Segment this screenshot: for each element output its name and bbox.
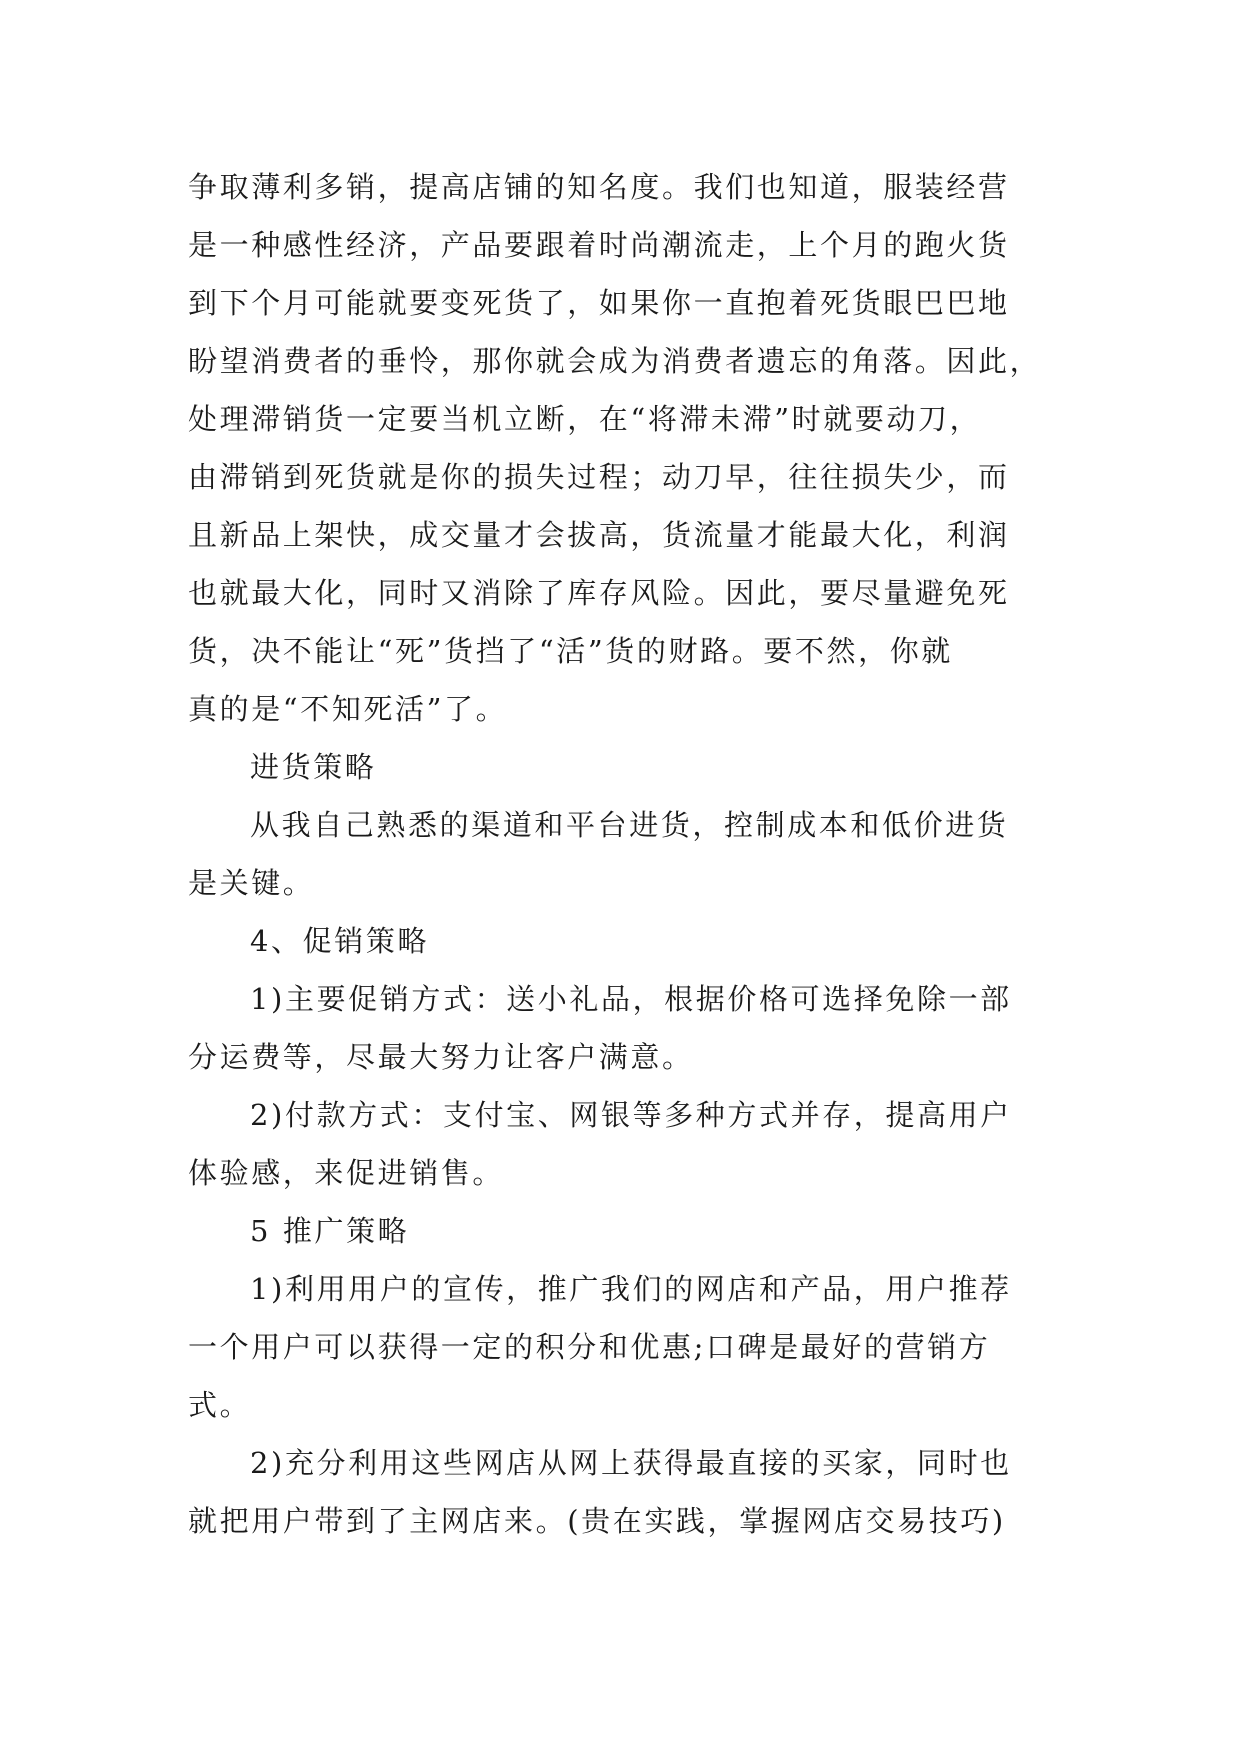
heading-promotion-strategy: 4、促销策略 (250, 924, 430, 958)
heading-purchase-strategy: 进货策略 (250, 750, 377, 784)
text-line: 也就最大化，同时又消除了库存风险。因此，要尽量避免死 (188, 576, 1010, 610)
paragraph-purchase (188, 796, 1058, 912)
text-line: 体验感，来促进销售。 (188, 1156, 505, 1190)
document-page (188, 158, 1058, 1550)
text-line: 一个用户可以获得一定的积分和优惠;口碑是最好的营销方 (188, 1330, 991, 1364)
text-line: 1)主要促销方式：送小礼品，根据价格可选择免除一部 (250, 982, 1012, 1016)
text-line: 且新品上架快，成交量才会拔高，货流量才能最大化，利润 (188, 518, 1010, 552)
paragraph-inventory (188, 158, 1058, 738)
text-line: 盼望消费者的垂怜，那你就会成为消费者遗忘的角落。因此， (188, 344, 1042, 378)
text-line: 1)利用用户的宣传，推广我们的网店和产品，用户推荐 (250, 1272, 1012, 1306)
text-line: 真的是“不知死活”了。 (188, 692, 508, 726)
promotion-item-1 (188, 970, 1058, 1086)
text-line: 2)充分利用这些网店从网上获得最直接的买家，同时也 (250, 1446, 1012, 1480)
text-line: 2)付款方式：支付宝、网银等多种方式并存，提高用户 (250, 1098, 1012, 1132)
text-line: 争取薄利多销，提高店铺的知名度。我们也知道，服装经营 (188, 170, 1010, 204)
marketing-item-1 (188, 1260, 1058, 1434)
text-line: 分运费等，尽最大努力让客户满意。 (188, 1040, 694, 1074)
text-line: 由滞销到死货就是你的损失过程；动刀早，往往损失少，而 (188, 460, 1010, 494)
text-line: 从我自己熟悉的渠道和平台进货，控制成本和低价进货 (250, 808, 1009, 842)
marketing-item-2 (188, 1434, 1058, 1550)
text-line: 就把用户带到了主网店来。(贵在实践，掌握网店交易技巧) (188, 1504, 1006, 1538)
text-line: 式。 (188, 1388, 252, 1422)
text-line: 货，决不能让“死”货挡了“活”货的财路。要不然，你就 (188, 634, 953, 668)
text-line: 是关键。 (188, 866, 315, 900)
text-line: 到下个月可能就要变死货了，如果你一直抱着死货眼巴巴地 (188, 286, 1010, 320)
text-line: 是一种感性经济，产品要跟着时尚潮流走，上个月的跑火货 (188, 228, 1010, 262)
text-line: 处理滞销货一定要当机立断，在“将滞未滞”时就要动刀， (188, 402, 982, 436)
promotion-item-2 (188, 1086, 1058, 1202)
heading-marketing-strategy: 5 推广策略 (250, 1214, 410, 1248)
